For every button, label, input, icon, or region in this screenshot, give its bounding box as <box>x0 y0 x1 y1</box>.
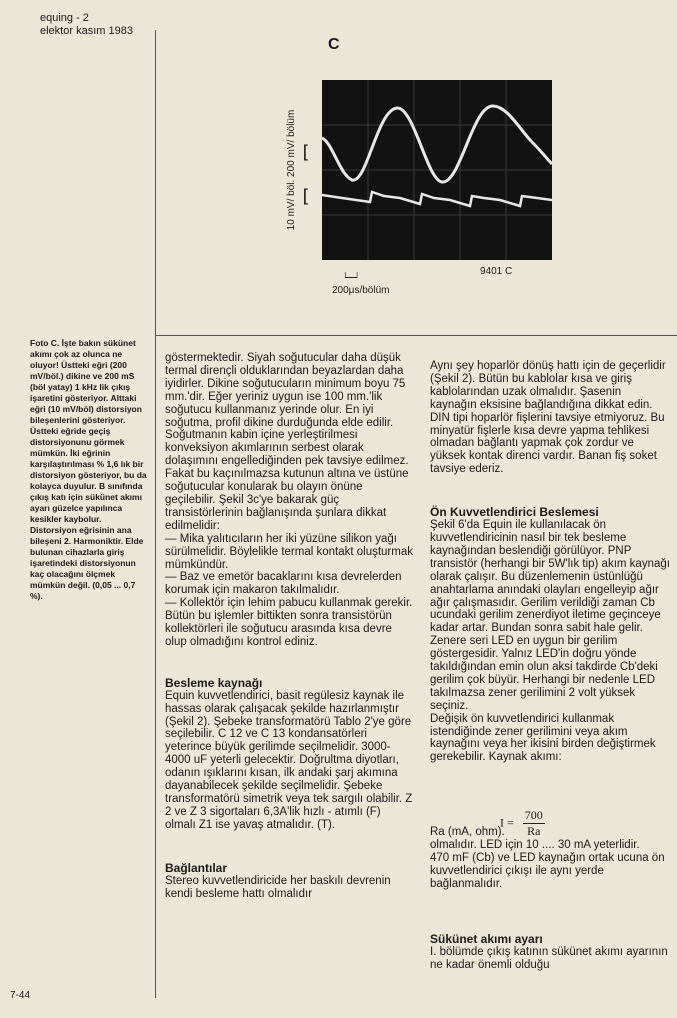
column-left <box>165 352 413 900</box>
source-current-formula <box>500 808 545 839</box>
section-heading-quiescent-current: Sükünet akımı ayarı <box>430 931 543 946</box>
paragraph: olmalıdır. LED için 10 .... 30 mA yeterlidir. <box>430 839 640 852</box>
paragraph: — Kollektör için lehim pabucu kullanmak gerekir. Bütün bu işlemler bittikten sonra transistörün kollektörleri ile soğutucu arasında kısa devre olup olmadığını kontrol ediniz. <box>165 597 413 648</box>
paragraph: 470 mF (Cb) ve LED kaynağın ortak ucuna ön kuvvetlendirici çıkışı ile aynı yerde bağlanmalıdır. <box>430 852 665 890</box>
paragraph: — Baz ve emetör bacaklarını kısa devrelerden korumak için makaron takılmalıdır. <box>165 571 402 597</box>
running-header <box>40 12 133 38</box>
oscilloscope-photo <box>322 80 552 260</box>
time-bracket: ⌴ <box>344 262 359 283</box>
section-heading-connections: Bağlantılar <box>165 860 228 875</box>
paragraph: Şekil 6'da Equin ile kullanılacak ön kuvvetlendiricinin nasıl bir tek besleme kaynağından beslendiği görülüyor. PNP transistör (herhangi bir 5W'lık tip) akım kaynağı olarak çalışır. Bu düzenlemenin üstünlüğü anahtarlama anındaki olayları engelleyip ağır ağır çalışmasıdır. Gerilim verildiği zaman Cb ucundaki gerilim zenerdiyot iletime geçinceye kadar artar. Bundan sonra sabit hale gelir. Zenere seri LED en uygun bir gerilim göstergesidir. Yalnız LED'in doğru yönde takıldığından emin olun aksi takdirde Cb'deki gerilim çok büyür. Herhangi bir nedenle LED takılmazsa zener gerilimini 2 volt yüksek seçiniz. <box>430 519 670 712</box>
header-title: equing - 2 <box>40 12 89 24</box>
header-issue: elektor kasım 1983 <box>40 25 133 37</box>
oscilloscope-traces <box>322 80 552 260</box>
formula-fraction <box>523 808 545 839</box>
paragraph: — Mika yalıtıcıların her iki yüzüne silikon yağı sürülmelidir. Böylelikle termal kontakt oluşturmak mümkündür. <box>165 532 413 571</box>
output-signal-trace <box>322 106 552 182</box>
formula-numerator: 700 <box>524 808 543 822</box>
formula-denominator: Ra <box>527 824 541 838</box>
formula-spacer <box>430 764 670 826</box>
distortion-trace <box>322 192 552 206</box>
paragraph: Değişik ön kuvvetlendirici kullanmak istendiğinde zener gerilimini veya akım kaynağını veya her ikisini birden değiştirmek gerekebilir. Kaynak akımı: <box>430 712 656 764</box>
formula-lhs: I = <box>500 815 514 830</box>
scale-bracket-lower: [ <box>300 186 311 207</box>
paragraph: Equin kuvvetlendirici, basit regülesiz kaynak ile hassas olarak çalışacak şekilde hazırlanmıştır (Şekil 2). Şebeke transformatörü Tablo 2'ye göre seçilebilir. C 12 ve C 13 kondansatörleri yeterince büyük gerilimde seçilmelidir. 3000-4000 uF yeterli gelecektir. Doğrultma diyotları, odanın ışıklarını kısan, ilk andaki şarj akımına dayanabilecek şekilde seçilmelidir. Şebeke transformatörü simetrik veya tek sargılı olabilir. Z 2 ve Z 3 sigortaları 6,3A'lik hızlı - atımlı (F) olmalı Z1 ise yavaş atmalıdır. (T). <box>165 689 413 831</box>
paragraph: I. bölümde çıkış katının sükünet akımı ayarının ne kadar önemli olduğu <box>430 945 668 971</box>
paragraph: Ra (mA, ohm). <box>430 826 505 839</box>
column-rule-horizontal <box>155 335 677 336</box>
section-heading-power-supply: Besleme kaynağı <box>165 675 263 690</box>
timebase-label: 200μs/bölüm <box>332 285 390 296</box>
section-heading-preamp-supply: Ön Kuvvetlendirici Beslemesi <box>430 505 599 520</box>
paragraph: göstermektedir. Siyah soğutucular daha düşük termal dirençli olduklarından beyazlardan daha iyidirler. Dikine soğutucuların minimum boyu 75 mm.'dir. Eğer yeriniz uygun ise 100 mm.'lik soğutucu kullanmanız yerinde olur. En iyi soğutma, profil dikine durduğunda elde edilir. Soğutmanın kabin içine yerleştirilmesi konveksiyon akımlarının serbest olarak dolaşımını engellediğinden pek tavsiye edilmez. Fakat bu kaçınılmazsa kutunun altına ve üstüne soğutucular konularak bu olayın önüne geçilebilir. Şekil 3c'ye bakarak güç transistörlerinin bağlanışında şunlara dikkat edilmelidir: <box>165 352 409 532</box>
photo-caption: Foto C. İşte bakın sükünet akımı çok az olunca ne oluyor! Üstteki eğri (200 mV/böl.) dikine ve 200 mS (böl yatay) 1 kHz lik çıkış işaretini gösteriyor. Alttaki eğri (10 mV/böl) distorsiyon bileşenlerini gösteriyor. Üstteki eğride geçiş distorsiyonunu görmek mümkün. İki eğrinin karşılaştırılması % 1,6 lık bir distorsiyon gösteriyor, bu da kolayca duyulur. B sınıfında çıkış katı için sükünet akımı ayarı güzelce yapılınca kesikler kaybolur. Distorsiyon eğrisinin ana bileşeni 2. Harmoniktir. Elde bulunan cihazlarla giriş işaretindeki distorsiyonun kaç olacağını ölçmek mümkün değil. (0,05 ... 0,7 %). <box>30 338 147 601</box>
vertical-scale-label: 10 mV/ böl. 200 mV/ bölüm <box>286 109 297 231</box>
figure-id: 9401 C <box>480 266 513 277</box>
scope-grid <box>322 80 552 260</box>
figure-label: C <box>328 36 340 53</box>
paragraph: Stereo kuvvetlendiricide her baskılı devrenin kendi besleme hattı olmalıdır <box>165 874 391 900</box>
column-right <box>430 360 670 972</box>
page-number: 7-44 <box>10 990 31 1001</box>
scale-bracket-upper: [ <box>300 142 311 163</box>
column-rule-vertical <box>155 30 156 998</box>
paragraph: Aynı şey hoparlör dönüş hattı için de geçerlidir (Şekil 2). Bütün bu kablolar kısa ve giriş kablolarından uzak olmalıdır. Şasenin kaynağın eksisine bağlandığına dikkat edin. DIN tipi hoparlör fişlerini tavsiye etmiyoruz. Bu minyatür fişlerle kısa devre yapma tehlikesi olmadan bağlantı yapmak çok zordur ve yüksek kontak direnci vardır. Banan fiş soket tavsiye ederiz. <box>430 360 666 476</box>
